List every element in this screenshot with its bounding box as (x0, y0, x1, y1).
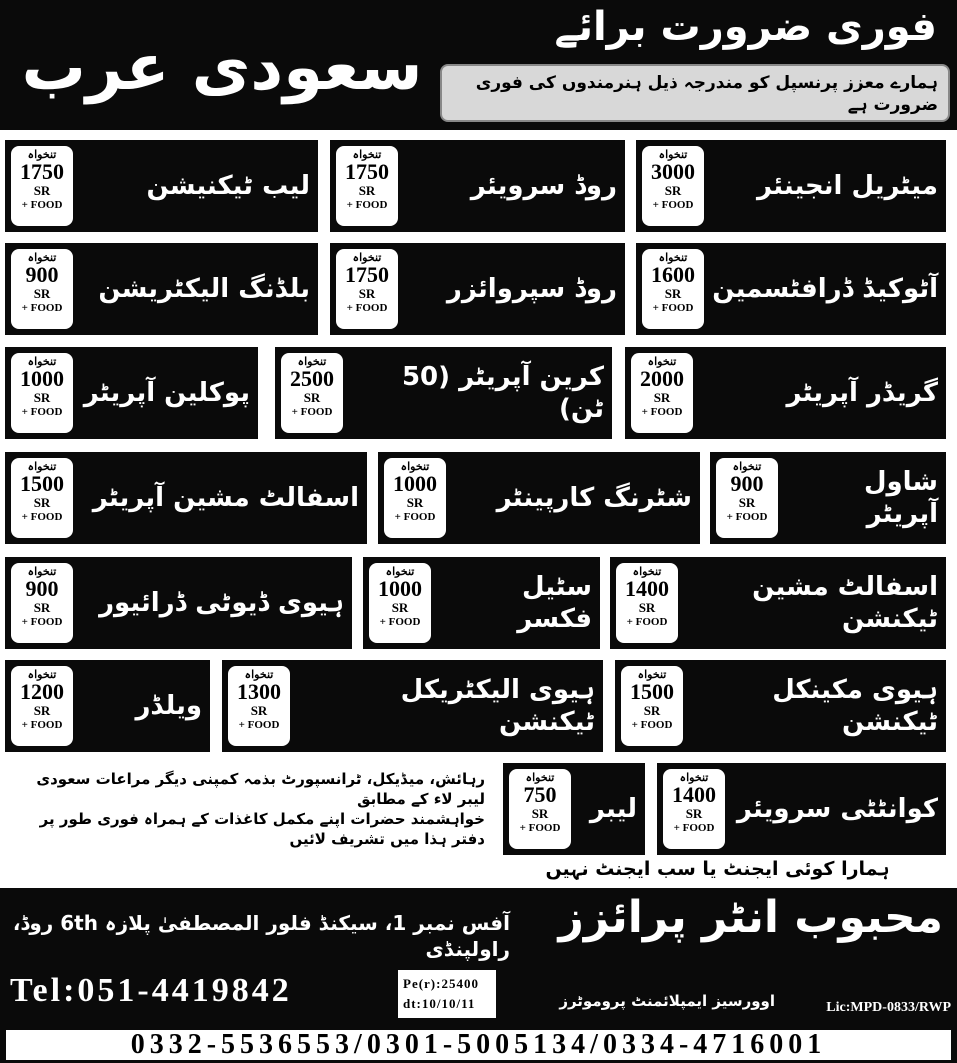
job-title: گریڈر آپریٹر (786, 378, 938, 408)
salary-badge (281, 353, 343, 433)
salary-amount: 1750 (20, 159, 64, 184)
food-included: + FOOD (726, 511, 768, 523)
salary-amount: 2000 (640, 366, 684, 391)
job-listing (5, 660, 210, 752)
currency: SR (643, 703, 661, 718)
salary-label: تنخواہ (647, 356, 677, 368)
address: آفس نمبر 1، سیکنڈ فلور المصطفیٰ پلازہ 6th روڈ، راولپنڈی (12, 911, 510, 961)
salary-amount: 1600 (651, 262, 695, 287)
job-title: ہیوی الیکٹریکل ٹیکنشن (400, 675, 595, 737)
job-title: پوکلین آپریٹر (83, 378, 250, 408)
currency: SR (33, 183, 51, 198)
currency: SR (358, 286, 376, 301)
food-included: + FOOD (652, 302, 694, 314)
salary-badge (631, 353, 693, 433)
food-included: + FOOD (519, 822, 561, 834)
job-title: اسفالٹ مشین ٹیکنشن (752, 572, 938, 634)
salary-amount: 1200 (20, 679, 64, 704)
salary-label: تنخواہ (637, 669, 667, 681)
telephone: Tel:051-4419842 (10, 972, 292, 1009)
currency: SR (33, 703, 51, 718)
salary-label: تنخواہ (658, 252, 688, 264)
job-listing (330, 140, 625, 232)
job-title: لیب ٹیکنیشن (146, 171, 310, 201)
food-included: + FOOD (673, 822, 715, 834)
headline: فوری ضرورت برائے (554, 4, 937, 50)
job-listing (610, 557, 946, 649)
job-listing (636, 140, 946, 232)
salary-label: تنخواہ (27, 356, 57, 368)
salary-label: تنخواہ (658, 149, 688, 161)
currency: SR (664, 286, 682, 301)
salary-amount: 1000 (20, 366, 64, 391)
currency: SR (33, 390, 51, 405)
salary-label: تنخواہ (297, 356, 327, 368)
job-listing (5, 452, 367, 544)
salary-label: تنخواہ (732, 461, 762, 473)
food-included: + FOOD (346, 199, 388, 211)
salary-badge (509, 769, 571, 849)
mobile-numbers: 0332-5536553/0301-5005134/0334-4716001 (6, 1030, 951, 1060)
currency: SR (638, 600, 656, 615)
promoters-label: اوورسیز ایمپلائمنٹ پروموٹرز (559, 992, 775, 1010)
salary-amount: 750 (523, 782, 557, 807)
job-listing (636, 243, 946, 335)
job-listing (5, 140, 318, 232)
salary-amount: 1750 (345, 159, 389, 184)
salary-label: تنخواہ (525, 772, 555, 784)
food-included: + FOOD (21, 199, 63, 211)
currency: SR (33, 286, 51, 301)
salary-amount: 1500 (20, 471, 64, 496)
salary-badge (642, 249, 704, 329)
food-included: + FOOD (21, 302, 63, 314)
job-listing (330, 243, 625, 335)
food-included: + FOOD (21, 406, 63, 418)
reference-box (398, 970, 496, 1018)
currency: SR (685, 806, 703, 821)
salary-label: تنخواہ (27, 461, 57, 473)
currency: SR (303, 390, 321, 405)
salary-label: تنخواہ (352, 149, 382, 161)
job-listing (615, 660, 946, 752)
job-title: ویلڈر (135, 691, 202, 721)
currency: SR (33, 495, 51, 510)
job-listing (275, 347, 612, 439)
salary-badge (616, 563, 678, 643)
salary-amount: 900 (25, 576, 59, 601)
salary-badge (369, 563, 431, 643)
currency: SR (391, 600, 409, 615)
ad-footer (0, 888, 957, 1063)
job-listing (5, 557, 352, 649)
salary-label: تنخواہ (27, 149, 57, 161)
salary-badge (11, 666, 73, 746)
benefits-note (5, 763, 493, 855)
food-included: + FOOD (394, 511, 436, 523)
ref-number: Pe(r):25400 (403, 976, 479, 991)
salary-badge (11, 353, 73, 433)
food-included: + FOOD (641, 406, 683, 418)
salary-badge (11, 249, 73, 329)
job-title: ہیوی مکینکل ٹیکنشن (772, 675, 938, 737)
salary-label: تنخواہ (352, 252, 382, 264)
salary-amount: 1000 (378, 576, 422, 601)
note-line-1: رہائش، میڈیکل، ٹرانسپورٹ بذمہ کمپنی دیگر مراعات سعودی لیبر لاء کے مطابق (36, 770, 485, 808)
food-included: + FOOD (631, 719, 673, 731)
food-included: + FOOD (21, 719, 63, 731)
salary-label: تنخواہ (244, 669, 274, 681)
salary-label: تنخواہ (27, 252, 57, 264)
job-title: ہیوی ڈیوٹی ڈرائیور (99, 588, 344, 618)
salary-amount: 1000 (393, 471, 437, 496)
salary-badge (336, 146, 398, 226)
salary-label: تنخواہ (632, 566, 662, 578)
currency: SR (531, 806, 549, 821)
job-title: کرین آپریٹر (50 ٹن) (401, 362, 604, 424)
salary-badge (663, 769, 725, 849)
currency: SR (664, 183, 682, 198)
salary-badge (336, 249, 398, 329)
job-title: بلڈنگ الیکٹریشن (98, 274, 310, 304)
currency: SR (653, 390, 671, 405)
salary-badge (11, 563, 73, 643)
currency: SR (406, 495, 424, 510)
salary-badge (642, 146, 704, 226)
subtitle-box: ہمارے معزز پرنسپل کو مندرجہ ذیل ہنرمندوں کی فوری ضرورت ہے (440, 64, 950, 122)
job-title: روڈ سپروائزر (446, 274, 617, 304)
job-listing (378, 452, 700, 544)
salary-amount: 1300 (237, 679, 281, 704)
currency: SR (738, 495, 756, 510)
salary-amount: 1500 (630, 679, 674, 704)
salary-label: تنخواہ (679, 772, 709, 784)
job-title: لیبر (589, 794, 637, 824)
salary-amount: 900 (730, 471, 764, 496)
job-title: اسفالٹ مشین آپریٹر (92, 483, 359, 513)
currency: SR (33, 600, 51, 615)
salary-label: تنخواہ (27, 566, 57, 578)
job-listing (5, 243, 318, 335)
job-listing (657, 763, 946, 855)
salary-badge (716, 458, 778, 538)
food-included: + FOOD (379, 616, 421, 628)
salary-amount: 900 (25, 262, 59, 287)
salary-amount: 1750 (345, 262, 389, 287)
job-listing (503, 763, 645, 855)
job-listing (222, 660, 603, 752)
job-title: میٹریل انجینئر (757, 171, 938, 201)
food-included: + FOOD (346, 302, 388, 314)
job-title: روڈ سرویئر (470, 171, 617, 201)
job-listing (710, 452, 946, 544)
currency: SR (250, 703, 268, 718)
salary-label: تنخواہ (385, 566, 415, 578)
salary-label: تنخواہ (400, 461, 430, 473)
job-title: شاول آپریٹر (863, 467, 938, 529)
job-title: سٹیل فکسر (517, 572, 592, 634)
job-listing (5, 347, 258, 439)
salary-badge (11, 458, 73, 538)
note-line-2: خواہشمند حضرات اپنے مکمل کاغذات کے ہمراہ فوری طور پر دفتر ہذا میں تشریف لائیں (39, 810, 485, 848)
salary-badge (228, 666, 290, 746)
food-included: + FOOD (21, 616, 63, 628)
salary-badge (11, 146, 73, 226)
salary-amount: 3000 (651, 159, 695, 184)
salary-badge (621, 666, 683, 746)
food-included: + FOOD (238, 719, 280, 731)
salary-amount: 1400 (672, 782, 716, 807)
ad-header (0, 0, 957, 130)
company-name: محبوب انٹر پرائزز (558, 892, 943, 943)
no-agent-notice: ہمارا کوئی ایجنٹ یا سب ایجنٹ نہیں (490, 858, 945, 886)
currency: SR (358, 183, 376, 198)
food-included: + FOOD (291, 406, 333, 418)
salary-badge (384, 458, 446, 538)
job-listing (625, 347, 946, 439)
country-title: سعودی عرب (21, 31, 423, 105)
job-listing (363, 557, 600, 649)
license-number: Lic:MPD-0833/RWP (826, 1000, 951, 1015)
job-title: کوانٹٹی سرویئر (736, 794, 938, 824)
salary-label: تنخواہ (27, 669, 57, 681)
food-included: + FOOD (626, 616, 668, 628)
food-included: + FOOD (652, 199, 694, 211)
job-title: آٹوکیڈ ڈرافٹسمین (712, 274, 938, 304)
salary-amount: 1400 (625, 576, 669, 601)
salary-amount: 2500 (290, 366, 334, 391)
job-title: شٹرنگ کارپینٹر (496, 483, 692, 513)
ref-date: dt:10/10/11 (403, 996, 476, 1011)
food-included: + FOOD (21, 511, 63, 523)
